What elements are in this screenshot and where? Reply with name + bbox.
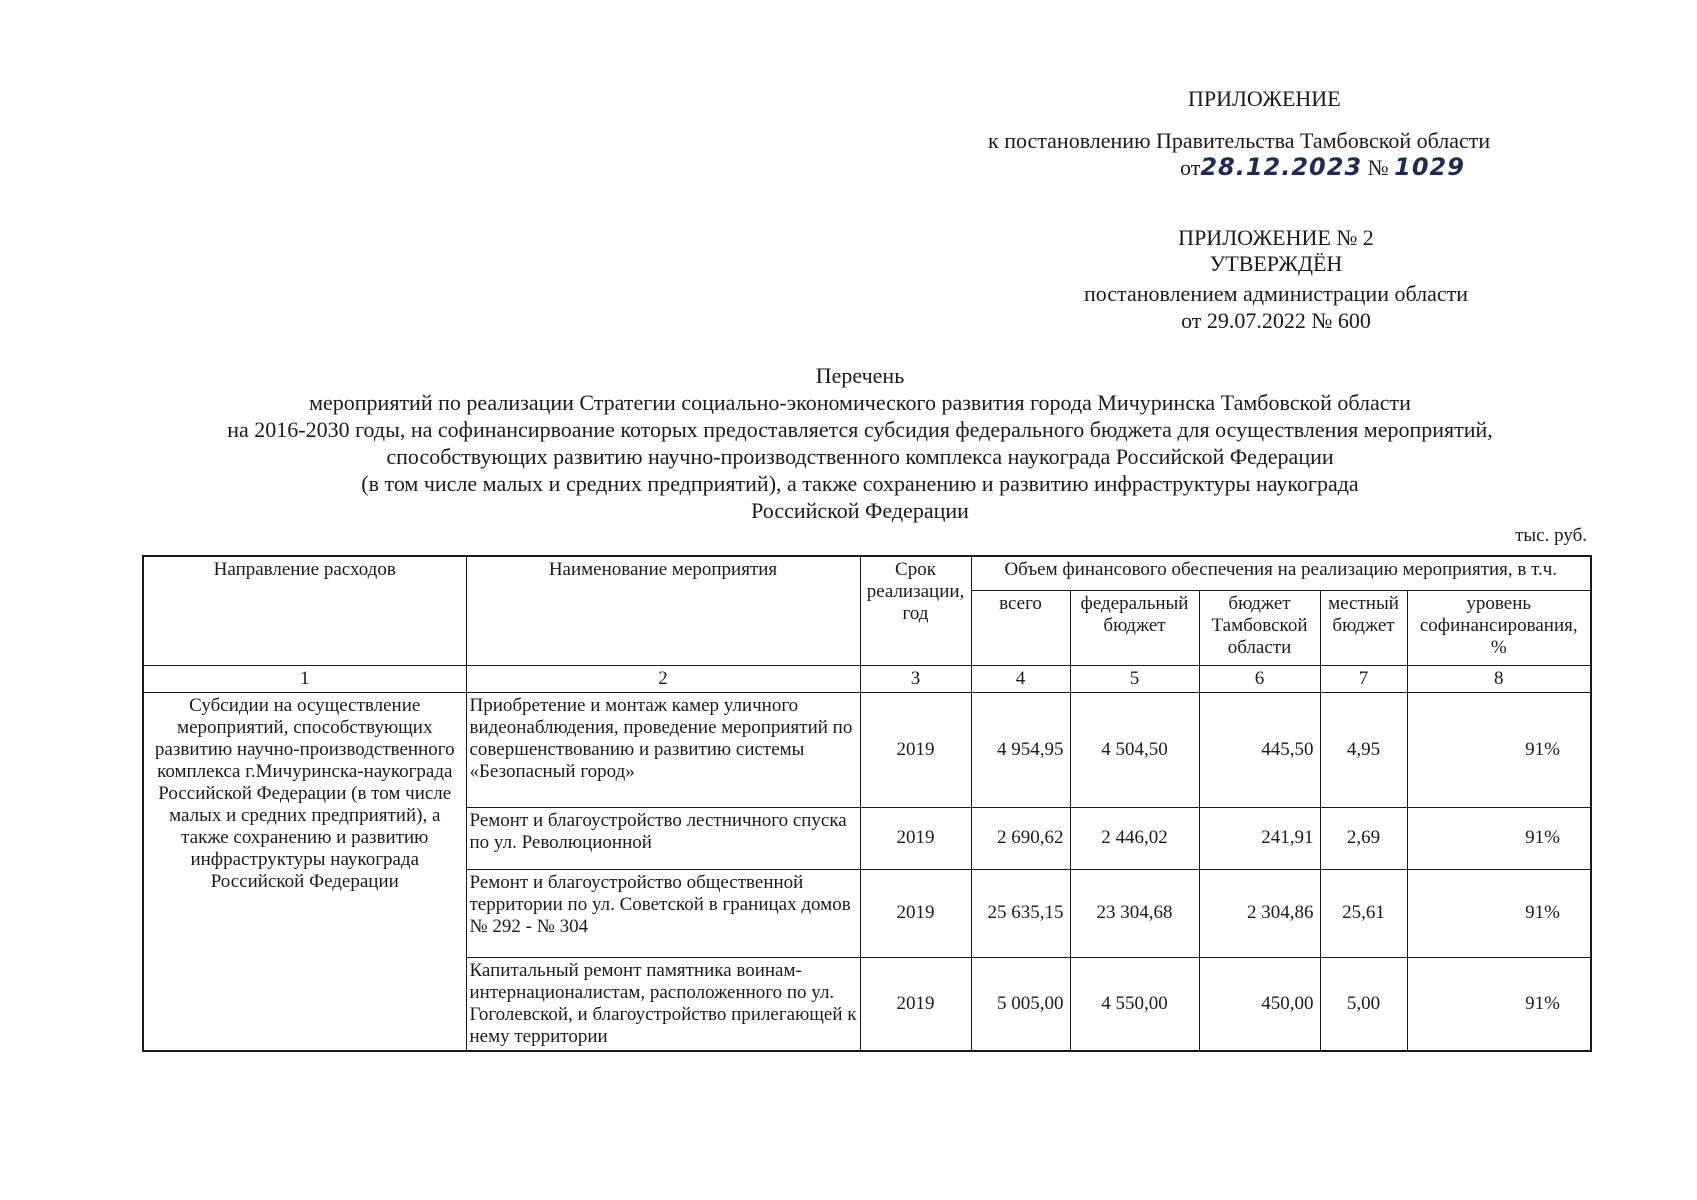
event-regional: 445,50 — [1199, 692, 1320, 807]
event-total: 5 005,00 — [971, 957, 1070, 1051]
event-name: Ремонт и благоустройство лестничного спуска по ул. Революционной — [466, 807, 860, 869]
approved-label: УТВЕРЖДЁН — [1209, 251, 1343, 276]
event-level: 91% — [1407, 692, 1591, 807]
event-federal: 4 504,50 — [1070, 692, 1199, 807]
resolution-date-line — [1180, 154, 1465, 181]
by-resolution-date: от 29.07.2022 № 600 — [1181, 308, 1371, 333]
header-name: Наименование мероприятия — [466, 556, 860, 665]
header-term: Срок реализации, год — [860, 556, 971, 665]
direction-cell: Субсидии на осуществление мероприятий, способствующих развитию научно-производственного комплекса г.Мичуринска-наукограда Российской Федерации (в том числе малых и средних предприятий), а также сохранению и развитию инфраструктуры наукограда Российской Федерации — [143, 692, 466, 1051]
event-level: 91% — [1407, 869, 1591, 957]
column-number: 7 — [1320, 665, 1407, 692]
event-total: 4 954,95 — [971, 692, 1070, 807]
column-number: 1 — [143, 665, 466, 692]
column-number-row — [143, 665, 1591, 692]
title-line: на 2016-2030 годы, на софинансирвоание которых предоставляется субсидия федерального бюджета для осуществления мероприятий, — [227, 417, 1493, 442]
appendix-label: ПРИЛОЖЕНИЕ — [1188, 86, 1341, 111]
title-line: способствующих развитию научно-производственного комплекса наукограда Российской Федерации — [386, 444, 1334, 469]
column-number: 2 — [466, 665, 860, 692]
header-total: всего — [971, 590, 1070, 665]
header-direction: Направление расходов — [143, 556, 466, 665]
event-level: 91% — [1407, 957, 1591, 1051]
event-total: 2 690,62 — [971, 807, 1070, 869]
date-prefix: от — [1180, 155, 1201, 180]
title-line: Перечень — [815, 363, 905, 388]
by-resolution-text: постановлением администрации области — [1083, 281, 1469, 306]
financing-table — [142, 555, 1592, 1052]
event-year: 2019 — [860, 957, 971, 1051]
title-line: мероприятий по реализации Стратегии социально-экономического развития города Мичуринска Тамбовской области — [309, 390, 1411, 415]
header-volume-group: Объем финансового обеспечения на реализацию мероприятия, в т.ч. — [971, 556, 1591, 590]
event-name: Приобретение и монтаж камер уличного видеонаблюдения, проведение мероприятий по совершенствованию и развитию системы «Безопасный город» — [466, 692, 860, 807]
event-local: 25,61 — [1320, 869, 1407, 957]
event-regional: 2 304,86 — [1199, 869, 1320, 957]
event-name: Ремонт и благоустройство общественной территории по ул. Советской в границах домов № 292 - № 304 — [466, 869, 860, 957]
header-local: местный бюджет — [1320, 590, 1407, 665]
event-local: 2,69 — [1320, 807, 1407, 869]
event-year: 2019 — [860, 692, 971, 807]
column-number: 8 — [1407, 665, 1591, 692]
event-level: 91% — [1407, 807, 1591, 869]
title-line: Российской Федерации — [751, 498, 969, 523]
column-number: 3 — [860, 665, 971, 692]
event-federal: 2 446,02 — [1070, 807, 1199, 869]
handwritten-number: 1029 — [1394, 153, 1465, 181]
column-number: 6 — [1199, 665, 1320, 692]
handwritten-date: 28.12.2023 — [1200, 153, 1363, 181]
title-line: (в том числе малых и средних предприятий), а также сохранению и развитию инфраструктуры наукограда — [361, 471, 1359, 496]
document-title — [130, 362, 1590, 524]
column-number: 5 — [1070, 665, 1199, 692]
event-year: 2019 — [860, 807, 971, 869]
event-local: 5,00 — [1320, 957, 1407, 1051]
event-regional: 450,00 — [1199, 957, 1320, 1051]
header-cofinancing: уровень софинансирования, % — [1407, 590, 1591, 665]
column-number: 4 — [971, 665, 1070, 692]
header-regional: бюджет Тамбовской области — [1199, 590, 1320, 665]
event-total: 25 635,15 — [971, 869, 1070, 957]
number-prefix: № — [1367, 155, 1389, 180]
event-federal: 23 304,68 — [1070, 869, 1199, 957]
event-local: 4,95 — [1320, 692, 1407, 807]
event-year: 2019 — [860, 869, 971, 957]
event-federal: 4 550,00 — [1070, 957, 1199, 1051]
header-federal: федеральный бюджет — [1070, 590, 1199, 665]
unit-label: тыс. руб. — [1515, 525, 1587, 546]
event-regional: 241,91 — [1199, 807, 1320, 869]
table-row — [143, 692, 1591, 807]
event-name: Капитальный ремонт памятника воинам-интернационалистам, расположенного по ул. Гоголевской, и благоустройство прилегающей к нему территории — [466, 957, 860, 1051]
to-resolution-text: к постановлению Правительства Тамбовской области — [988, 128, 1491, 153]
appendix2-label: ПРИЛОЖЕНИЕ № 2 — [1178, 225, 1374, 250]
